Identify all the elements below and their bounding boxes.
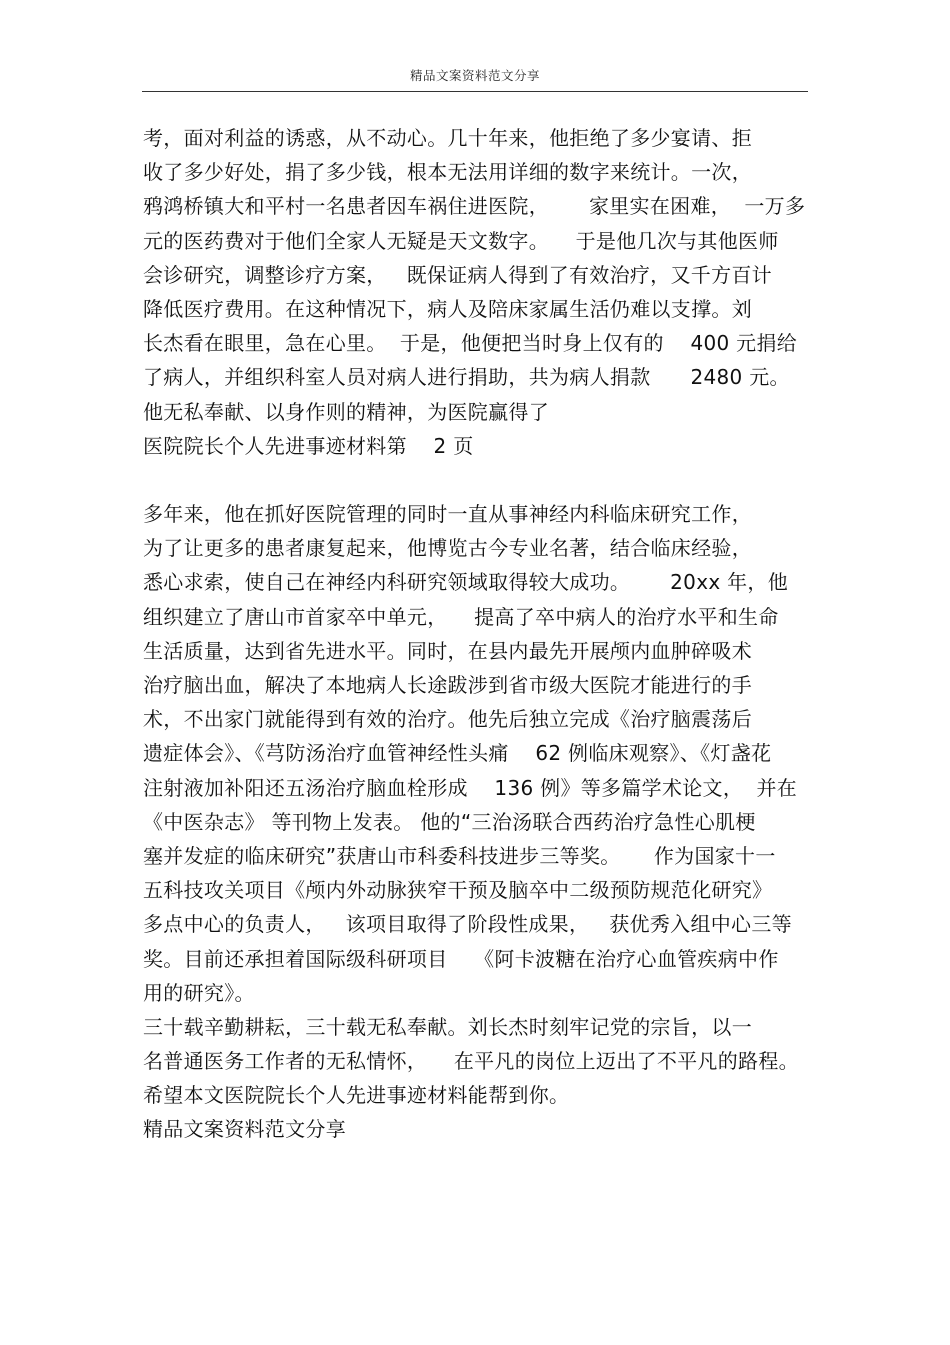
text-line: 悉心求索，使自己在神经内科研究领域取得较大成功。 20xx 年，他 [143,570,789,595]
text-line: 用的研究》。 [143,980,255,1005]
text-line: 治疗脑出血，解决了本地病人长途跋涉到省市级大医院才能进行的手 [143,673,752,697]
text-line: 为了让更多的患者康复起来，他博览古今专业名著，结合临床经验， [143,536,752,561]
text-line: 塞并发症的临床研究”获唐山市科委科技进步三等奖。 作为国家十一 [143,843,776,868]
text-line: 《中医杂志》 等刊物上发表。 他的“三治汤联合西药治疗急性心肌梗 [143,809,756,834]
text-line: 他无私奉献、以身作则的精神，为医院赢得了 [143,399,549,424]
header-divider [142,91,808,92]
text-line: 五科技攻关项目《颅内外动脉狭窄干预及脑卒中二级预防规范化研究》 [143,878,773,903]
page-header: 精品文案资料范文分享 [409,68,540,83]
text-line: 会诊研究，调整诊疗方案， 既保证病人得到了有效治疗，又千方百计 [143,262,772,287]
text-line: 了病人，并组织科室人员对病人进行捐助，共为病人捐款 2480 元。 [143,365,790,390]
text-line: 希望本文医院院长个人先进事迹材料能帮到你。 [143,1083,570,1108]
text-line: 注射液加补阳还五汤治疗脑血栓形成 136 例》等多篇学术论文， 并在 [143,775,798,800]
text-line: 降低医疗费用。在这种情况下，病人及陪床家属生活仍难以支撑。刘 [143,296,752,321]
text-line: 多年来，他在抓好医院管理的同时一直从事神经内科临床研究工作， [143,502,752,527]
text-line: 收了多少好处，捐了多少钱，根本无法用详细的数字来统计。一次， [143,160,752,185]
text-line: 鸦鸿桥镇大和平村一名患者因车祸住进医院， 家里实在困难， 一万多 [143,194,806,219]
text-line: 奖。目前还承担着国际级科研项目 《阿卡波糖在治疗心血管疾病中作 [143,946,779,971]
text-line: 遗症体会》、《芎防汤治疗血管神经性头痛 62 例临床观察》、《灯盏花 [143,741,772,766]
page-number-line: 医院院长个人先进事迹材料第 2 页 [143,433,474,458]
text-line: 多点中心的负责人， 该项目取得了阶段性成果， 获优秀入组中心三等 [143,912,792,937]
text-line: 名普通医务工作者的无私情怀， 在平凡的岗位上迈出了不平凡的路程。 [143,1049,799,1074]
text-line: 考，面对利益的诱惑，从不动心。几十年来，他拒绝了多少宴请、拒 [143,126,752,150]
paragraph-gap [143,463,813,497]
text-line: 元的医药费对于他们全家人无疑是天文数字。 于是他几次与其他医师 [143,228,779,253]
text-line: 长杰看在眼里，急在心里。 于是，他便把当时身上仅有的 400 元捐给 [143,331,798,356]
text-line: 术，不出家门就能得到有效的治疗。他先后独立完成《治疗脑震荡后 [143,707,752,732]
text-line: 三十载辛勤耕耘，三十载无私奉献。刘长杰时刻牢记党的宗旨，以一 [143,1014,752,1039]
text-line: 组织建立了唐山市首家卒中单元， 提高了卒中病人的治疗水平和生命 [143,604,779,629]
body-text [143,121,813,1147]
footer-text: 精品文案资料范文分享 [143,1117,346,1142]
text-line: 生活质量，达到省先进水平。同时，在县内最先开展颅内血肿碎吸术 [143,638,752,663]
